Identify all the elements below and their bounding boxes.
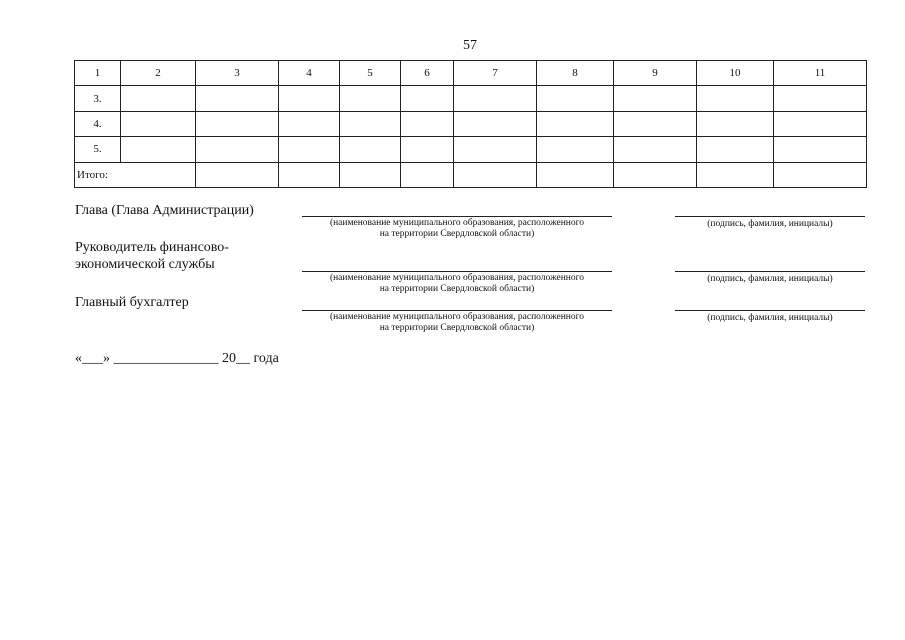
table-cell xyxy=(537,137,614,162)
table-cell xyxy=(697,86,774,111)
column-header: 7 xyxy=(454,61,537,86)
table-cell xyxy=(121,111,196,136)
table-cell xyxy=(697,162,774,187)
table-cell xyxy=(340,111,401,136)
column-header: 1 xyxy=(75,61,121,86)
caption-line: (наименование муниципального образования, расположенного xyxy=(329,218,585,228)
table-cell xyxy=(401,162,454,187)
table-cell xyxy=(279,111,340,136)
date-line: «___» _______________ 20__ года xyxy=(75,351,279,366)
table-cell xyxy=(401,111,454,136)
table-cell xyxy=(537,86,614,111)
accountant-sign-line xyxy=(675,310,865,311)
table-cell xyxy=(340,137,401,162)
row-label: 4. xyxy=(75,111,121,136)
table-cell xyxy=(279,86,340,111)
table-cell xyxy=(614,111,697,136)
caption-line: (наименование муниципального образования, расположенного xyxy=(329,273,585,283)
column-header: 4 xyxy=(279,61,340,86)
caption-line: на территории Свердловской области) xyxy=(379,323,535,333)
caption-line: (наименование муниципального образования, расположенного xyxy=(329,312,585,322)
column-header: 6 xyxy=(401,61,454,86)
table-cell xyxy=(279,162,340,187)
finance-org-caption xyxy=(302,273,612,295)
total-row xyxy=(75,162,867,187)
table-row xyxy=(75,86,867,111)
head-org-line xyxy=(302,216,612,217)
finance-sign-caption: (подпись, фамилия, инициалы) xyxy=(707,274,833,284)
table-cell xyxy=(774,111,867,136)
head-sign-caption: (подпись, фамилия, инициалы) xyxy=(707,219,833,229)
row-label: 5. xyxy=(75,137,121,162)
table-cell xyxy=(121,86,196,111)
table-row xyxy=(75,137,867,162)
table-cell xyxy=(454,111,537,136)
table-cell xyxy=(774,137,867,162)
column-header: 3 xyxy=(196,61,279,86)
table-cell xyxy=(121,137,196,162)
table-cell xyxy=(196,162,279,187)
head-signature-label: Глава (Глава Администрации) xyxy=(75,203,254,218)
table-cell xyxy=(454,137,537,162)
table-cell xyxy=(614,162,697,187)
head-org-caption xyxy=(302,218,612,240)
caption-line: на территории Свердловской области) xyxy=(379,229,535,239)
table-cell xyxy=(340,86,401,111)
table-cell xyxy=(401,137,454,162)
table-cell xyxy=(454,86,537,111)
table-row xyxy=(75,111,867,136)
row-label: 3. xyxy=(75,86,121,111)
column-header: 5 xyxy=(340,61,401,86)
total-label: Итого: xyxy=(75,162,196,187)
column-header: 11 xyxy=(774,61,867,86)
label-line: экономической службы xyxy=(75,257,215,272)
accountant-org-line xyxy=(302,310,612,311)
finance-org-line xyxy=(302,271,612,272)
table-cell xyxy=(454,162,537,187)
table-cell xyxy=(614,86,697,111)
table-cell xyxy=(537,162,614,187)
page-number: 57 xyxy=(463,38,477,53)
table-cell xyxy=(196,137,279,162)
column-header: 10 xyxy=(697,61,774,86)
table-cell xyxy=(401,86,454,111)
table-header-row xyxy=(75,61,867,86)
table-cell xyxy=(279,137,340,162)
table-cell xyxy=(774,86,867,111)
accountant-org-caption xyxy=(302,312,612,334)
table-cell xyxy=(697,137,774,162)
caption-line: на территории Свердловской области) xyxy=(379,284,535,294)
finance-signature-label xyxy=(75,239,229,273)
column-header: 9 xyxy=(614,61,697,86)
table-cell xyxy=(774,162,867,187)
table-cell xyxy=(697,111,774,136)
accountant-sign-caption: (подпись, фамилия, инициалы) xyxy=(707,313,833,323)
table-cell xyxy=(614,137,697,162)
table-cell xyxy=(537,111,614,136)
data-table xyxy=(74,60,867,188)
table-cell xyxy=(196,86,279,111)
accountant-signature-label: Главный бухгалтер xyxy=(75,295,189,310)
finance-sign-line xyxy=(675,271,865,272)
label-line: Руководитель финансово- xyxy=(75,240,229,255)
table-cell xyxy=(196,111,279,136)
column-header: 2 xyxy=(121,61,196,86)
head-sign-line xyxy=(675,216,865,217)
table-cell xyxy=(340,162,401,187)
column-header: 8 xyxy=(537,61,614,86)
